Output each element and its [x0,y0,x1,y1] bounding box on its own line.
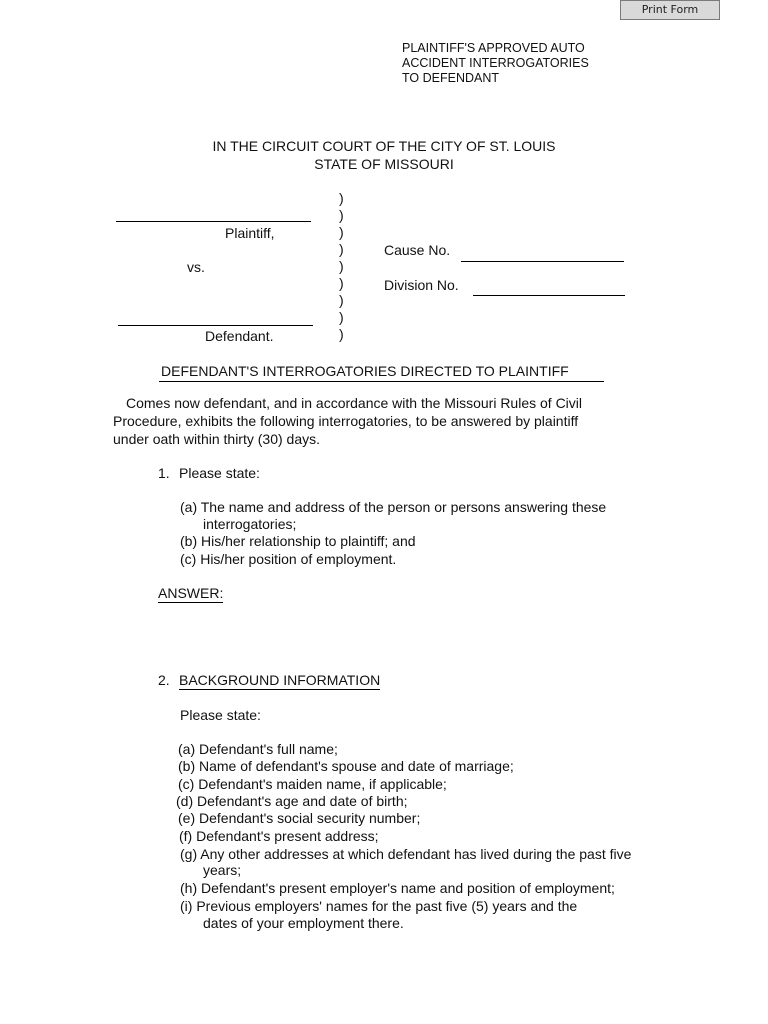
caption-paren: ) [339,275,344,291]
plaintiff-name-line[interactable] [116,221,311,222]
title-underline [159,381,604,382]
print-form-button[interactable]: Print Form [620,0,720,20]
q2-number: 2. [158,672,170,688]
court-state: STATE OF MISSOURI [314,156,454,172]
caption-paren: ) [339,190,344,206]
intro-line-2: Procedure, exhibits the following interrogatories, to be answered by plaintiff [113,413,579,429]
q1-answer-label [158,585,223,602]
q1-item: (c) His/her position of employment. [180,551,397,567]
cause-number-label: Cause No. [384,242,451,258]
defendant-name-line[interactable] [118,325,313,326]
plaintiff-label: Plaintiff, [225,225,275,241]
q1-number: 1. [158,465,170,481]
court-name: IN THE CIRCUIT COURT OF THE CITY OF ST. LOUIS [212,138,556,154]
intro-line-1: Comes now defendant, and in accordance with the Missouri Rules of Civil [126,395,583,411]
caption-paren: ) [339,292,344,308]
q2-prompt: Please state: [180,707,261,723]
q2-item: years; [203,862,242,878]
q2-item: (f) Defendant's present address; [179,828,379,844]
q1-answer-field[interactable] [158,606,628,656]
q2-item: (g) Any other addresses at which defendant has lived during the past five [180,846,632,862]
document-title: DEFENDANT'S INTERROGATORIES DIRECTED TO PLAINTIFF [161,363,569,379]
caption-paren: ) [339,224,344,240]
q1-item: (a) The name and address of the person or persons answering these [180,499,607,515]
q2-item: (b) Name of defendant's spouse and date of marriage; [178,758,514,774]
caption-paren: ) [339,258,344,274]
division-number-field[interactable] [473,295,625,296]
division-number-label: Division No. [384,277,459,293]
intro-line-3: under oath within thirty (30) days. [113,431,320,447]
q2-item: (h) Defendant's present employer's name and position of employment; [180,880,615,896]
header-note-line-1: PLAINTIFF'S APPROVED AUTO [402,41,585,55]
caption-paren: ) [339,207,344,223]
q1-item: interrogatories; [203,516,297,532]
cause-number-field[interactable] [461,261,624,262]
q2-item: (a) Defendant's full name; [178,741,338,757]
q2-item: (i) Previous employers' names for the past five (5) years and the [180,898,578,914]
vs-label: vs. [187,259,205,275]
q2-item: (d) Defendant's age and date of birth; [176,793,408,809]
defendant-label: Defendant. [205,328,274,344]
q1-prompt: Please state: [179,465,260,481]
header-note-line-3: TO DEFENDANT [402,71,499,85]
caption-paren: ) [339,241,344,257]
q2-item: (e) Defendant's social security number; [178,810,421,826]
q1-answer-text: ANSWER: [158,585,224,601]
header-note-line-2: ACCIDENT INTERROGATORIES [402,56,589,70]
q2-item: (c) Defendant's maiden name, if applicable; [178,776,447,792]
q2-heading [179,672,380,689]
q2-heading-text: BACKGROUND INFORMATION [179,672,381,688]
q2-item: dates of your employment there. [203,915,404,931]
caption-paren: ) [339,326,344,342]
caption-paren: ) [339,309,344,325]
q1-item: (b) His/her relationship to plaintiff; and [180,533,416,549]
